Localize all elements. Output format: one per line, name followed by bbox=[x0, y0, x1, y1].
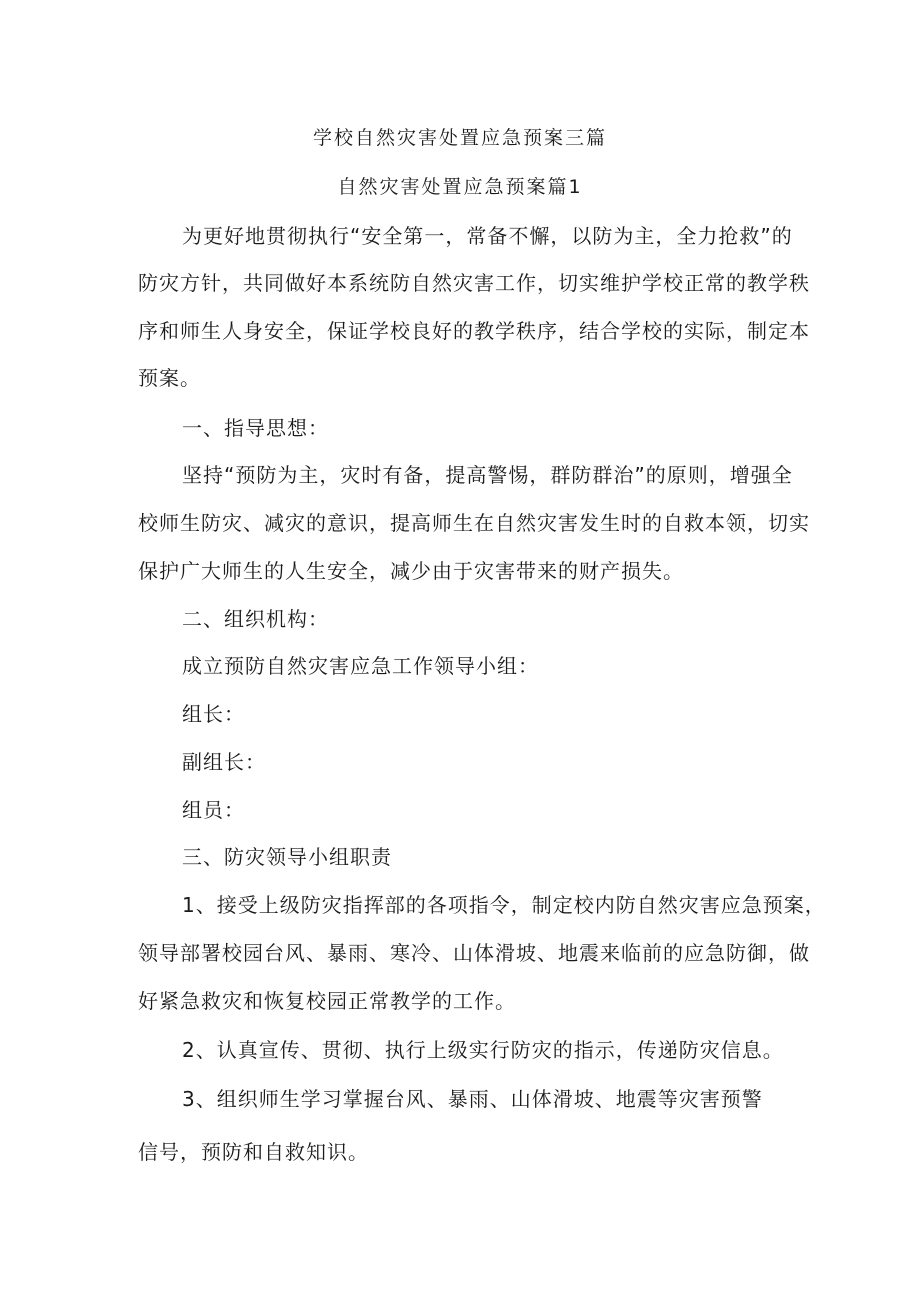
paragraph-line: 副组长： bbox=[182, 750, 266, 774]
paragraph-line: 序和师生人身安全，保证学校良好的教学秩序，结合学校的实际，制定本 bbox=[138, 319, 810, 343]
paragraph-line: 组员： bbox=[182, 798, 245, 822]
paragraph-line: 信号，预防和自救知识。 bbox=[138, 1140, 369, 1164]
paragraph-line: 预案。 bbox=[138, 366, 201, 390]
paragraph-line: 成立预防自然灾害应急工作领导小组： bbox=[182, 654, 539, 678]
paragraph-line: 校师生防灾、减灾的意识，提高师生在自然灾害发生时的自救本领，切实 bbox=[138, 511, 810, 535]
section-heading: 一、指导思想： bbox=[182, 416, 329, 440]
paragraph-line: 组长： bbox=[182, 702, 245, 726]
paragraph-line: 2、认真宣传、贯彻、执行上级实行防灾的指示，传递防灾信息。 bbox=[182, 1038, 784, 1062]
document-title: 学校自然灾害处置应急预案三篇 bbox=[312, 127, 607, 149]
paragraph-line: 好紧急救灾和恢复校园正常教学的工作。 bbox=[138, 989, 516, 1013]
paragraph-line: 3、组织师生学习掌握台风、暴雨、山体滑坡、地震等灾害预警 bbox=[182, 1087, 763, 1111]
section-heading: 三、防灾领导小组职责 bbox=[182, 845, 392, 869]
paragraph-line: 防灾方针，共同做好本系统防自然灾害工作，切实维护学校正常的教学秩 bbox=[138, 271, 810, 295]
paragraph-line: 领导部署校园台风、暴雨、寒冷、山体滑坡、地震来临前的应急防御，做 bbox=[138, 941, 810, 965]
section-heading: 二、组织机构： bbox=[182, 607, 329, 631]
paragraph-line: 保护广大师生的人生安全，减少由于灾害带来的财产损失。 bbox=[138, 559, 684, 583]
paragraph-line: 为更好地贯彻执行“安全第一，常备不懈，以防为主，全力抢救”的 bbox=[182, 224, 793, 248]
paragraph-line: 1、接受上级防灾指挥部的各项指令，制定校内防自然灾害应急预案， bbox=[182, 893, 826, 917]
document-subtitle: 自然灾害处置应急预案篇1 bbox=[337, 176, 583, 198]
paragraph-line: 坚持“预防为主，灾时有备，提高警惕，群防群治”的原则，增强全 bbox=[182, 463, 793, 487]
